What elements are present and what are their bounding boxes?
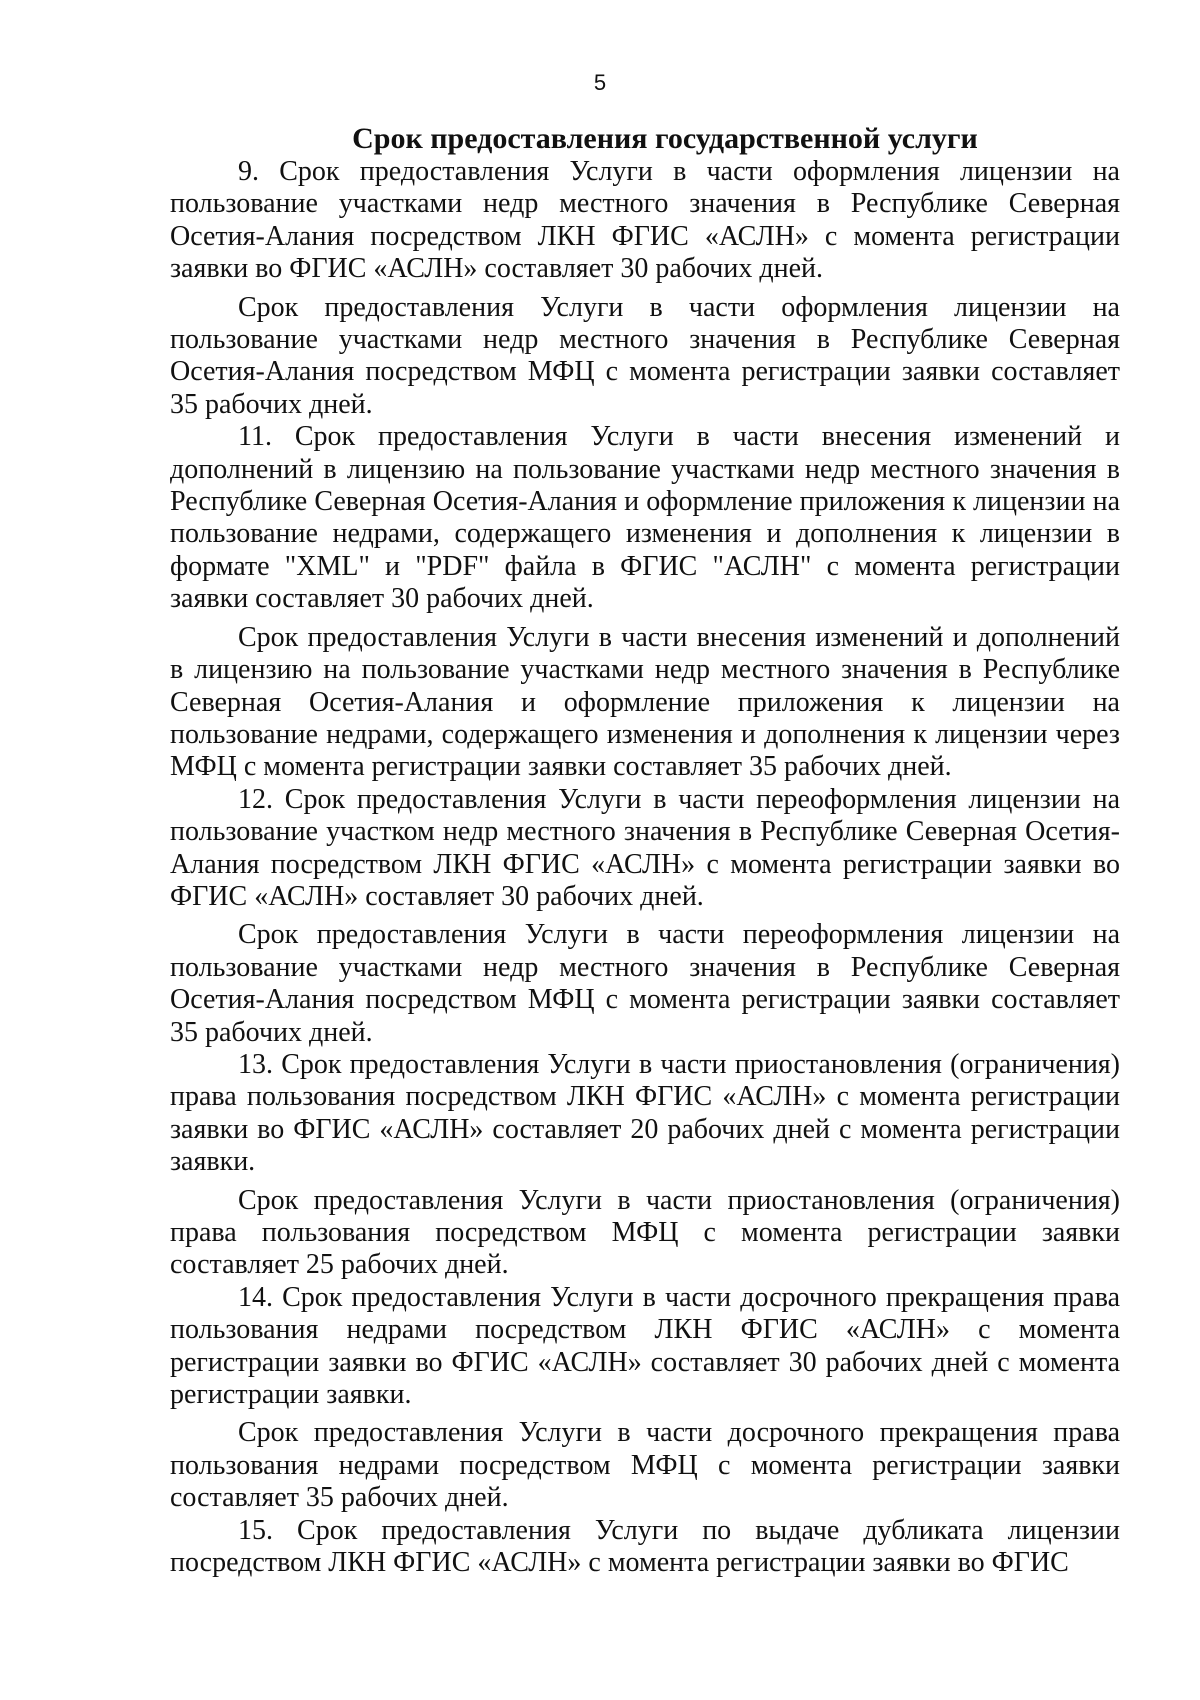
paragraph-13: 13. Срок предоставления Услуги в части приостановления (ограничения) права пользования посредством ЛКН ФГИС «АСЛН» с момента регистрации заявки во ФГИС «АСЛН» составляет 20 рабочих дней с момента регистрации заявки. — [170, 1048, 1120, 1178]
paragraph-9-mfc: Срок предоставления Услуги в части оформления лицензии на пользование участками недр местного значения в Республике Северная Осетия-Алания посредством МФЦ с момента регистрации заявки составляет 35 рабочих дней. — [170, 291, 1120, 420]
page-number: 5 — [593, 70, 607, 95]
paragraph-14-mfc: Срок предоставления Услуги в части досрочного прекращения права пользования недрами посредством МФЦ с момента регистрации заявки составляет 35 рабочих дней. — [170, 1417, 1120, 1514]
paragraph-13-mfc: Срок предоставления Услуги в части приостановления (ограничения) права пользования посредством МФЦ с момента регистрации заявки составляет 25 рабочих дней. — [170, 1184, 1120, 1281]
section-heading: Срок предоставления государственной услуги — [352, 122, 978, 155]
paragraph-12: 12. Срок предоставления Услуги в части переоформления лицензии на пользование участком недр местного значения в Республике Северная Осетия-Алания посредством ЛКН ФГИС «АСЛН» с момента регистрации заявки во ФГИС «АСЛН» составляет 30 рабочих дней. — [170, 783, 1120, 912]
paragraph-9: 9. Срок предоставления Услуги в части оформления лицензии на пользование участками недр местного значения в Республике Северная Осетия-Алания посредством ЛКН ФГИС «АСЛН» с момента регистрации заявки во ФГИС «АСЛН» составляет 30 рабочих дней. — [170, 156, 1120, 285]
document-body — [170, 122, 1120, 1579]
paragraph-12-mfc: Срок предоставления Услуги в части переоформления лицензии на пользование участками недр местного значения в Республике Северная Осетия-Алания посредством МФЦ с момента регистрации заявки составляет 35 рабочих дней. — [170, 919, 1120, 1048]
paragraph-14: 14. Срок предоставления Услуги в части досрочного прекращения права пользования недрами посредством ЛКН ФГИС «АСЛН» с момента регистрации заявки во ФГИС «АСЛН» составляет 30 рабочих дней с момента регистрации заявки. — [170, 1281, 1120, 1411]
paragraph-11: 11. Срок предоставления Услуги в части внесения изменений и дополнений в лицензию на пользование участками недр местного значения в Республике Северная Осетия-Алания и оформление приложения к лицензии на пользование недрами, содержащего изменения и дополнения к лицензии в формате "XML" и "PDF" файла в ФГИС "АСЛН" с момента регистрации заявки составляет 30 рабочих дней. — [170, 421, 1120, 615]
paragraph-15: 15. Срок предоставления Услуги по выдаче дубликата лицензии посредством ЛКН ФГИС «АСЛН» с момента регистрации заявки во ФГИС — [170, 1514, 1120, 1579]
paragraph-11-mfc: Срок предоставления Услуги в части внесения изменений и дополнений в лицензию на пользование участками недр местного значения в Республике Северная Осетия-Алания и оформление приложения к лицензии на пользование недрами, содержащего изменения и дополнения к лицензии через МФЦ с момента регистрации заявки составляет 35 рабочих дней. — [170, 621, 1120, 783]
